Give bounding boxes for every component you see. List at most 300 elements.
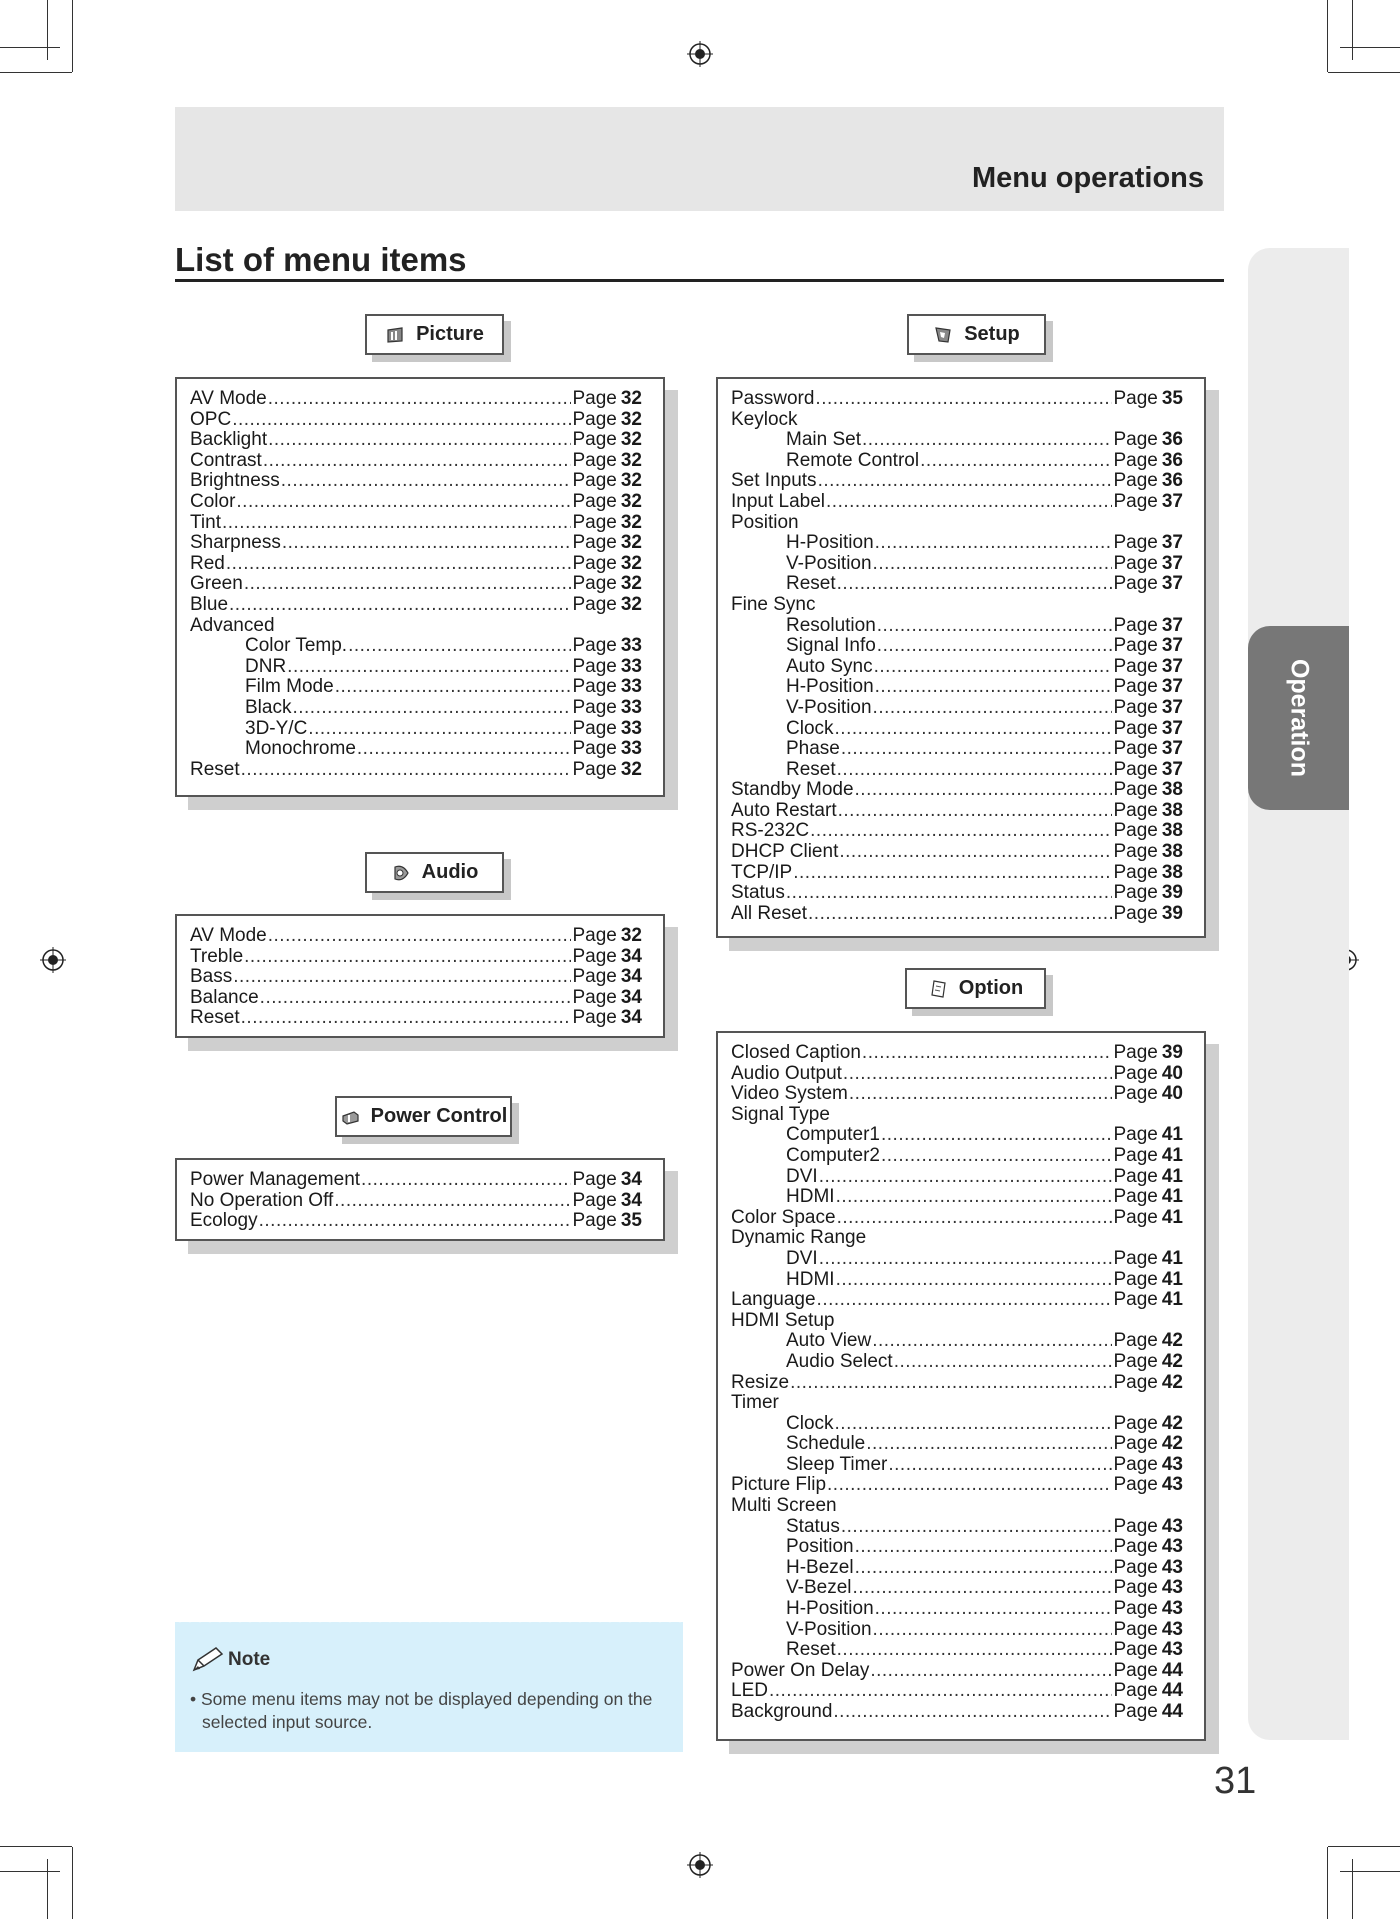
page-word: Page bbox=[1113, 759, 1158, 780]
dot-leader bbox=[836, 1187, 1113, 1208]
dot-leader bbox=[827, 1475, 1112, 1496]
menu-item bbox=[731, 430, 1183, 451]
dot-leader bbox=[849, 1084, 1113, 1105]
dot-leader bbox=[866, 1434, 1112, 1455]
menu-item-label: Color Temp. bbox=[245, 636, 348, 657]
page-reference: 37 bbox=[1161, 718, 1183, 739]
menu-item-label: HDMI Setup bbox=[731, 1310, 835, 1331]
menu-item bbox=[190, 430, 642, 451]
picture-menu-list bbox=[175, 377, 665, 797]
dot-leader bbox=[232, 410, 571, 431]
menu-item bbox=[731, 1270, 1183, 1291]
page-reference: 32 bbox=[620, 759, 642, 780]
dot-leader bbox=[852, 1578, 1112, 1599]
menu-item bbox=[190, 967, 642, 988]
page-reference: 32 bbox=[620, 471, 642, 492]
menu-item-label: Tint bbox=[190, 512, 221, 533]
page-word: Page bbox=[1113, 1454, 1158, 1475]
dot-leader bbox=[841, 1517, 1113, 1538]
dot-leader bbox=[855, 1537, 1113, 1558]
menu-item-label: Monochrome bbox=[245, 739, 356, 760]
menu-item-label: Multi Screen bbox=[731, 1496, 837, 1517]
menu-item-label: Brightness bbox=[190, 471, 280, 492]
page-word: Page bbox=[1113, 1372, 1158, 1393]
dot-leader bbox=[874, 657, 1113, 678]
page-word: Page bbox=[1113, 1290, 1158, 1311]
menu-item bbox=[190, 389, 642, 410]
dot-leader bbox=[818, 471, 1113, 492]
dot-leader bbox=[268, 926, 572, 947]
page-word: Page bbox=[1113, 656, 1158, 677]
audio-heading-label: Audio bbox=[421, 861, 479, 883]
menu-item-label: V-Bezel bbox=[786, 1578, 852, 1599]
menu-item-label: V-Position bbox=[786, 1619, 872, 1640]
picture-heading bbox=[365, 314, 504, 355]
page-reference: 32 bbox=[620, 926, 642, 946]
page-number: 31 bbox=[1214, 1760, 1257, 1802]
page-reference: 34 bbox=[620, 1190, 642, 1211]
menu-item bbox=[731, 821, 1183, 842]
menu-item-label: Red bbox=[190, 553, 225, 574]
menu-item-label: H-Bezel bbox=[786, 1557, 854, 1578]
page-reference: 33 bbox=[620, 697, 642, 718]
menu-item bbox=[731, 1434, 1183, 1455]
dot-leader bbox=[837, 574, 1113, 595]
dot-leader bbox=[348, 636, 571, 657]
menu-item-label: Power Management bbox=[190, 1170, 361, 1190]
dot-leader bbox=[826, 492, 1112, 513]
menu-item-label: H-Position bbox=[786, 677, 874, 698]
menu-item-label: AV Mode bbox=[190, 926, 267, 946]
page-reference: 38 bbox=[1161, 821, 1183, 842]
menu-item-label: Resize bbox=[731, 1372, 790, 1393]
power-control-icon bbox=[340, 1106, 362, 1128]
page-reference: 36 bbox=[1161, 471, 1183, 492]
menu-item-label: Fine Sync bbox=[731, 594, 816, 615]
dot-leader bbox=[769, 1681, 1113, 1702]
menu-item bbox=[731, 1414, 1183, 1435]
dot-leader bbox=[241, 760, 572, 781]
dot-leader bbox=[843, 1064, 1113, 1085]
page-reference: 34 bbox=[620, 1008, 642, 1029]
page-word: Page bbox=[572, 967, 617, 988]
menu-item-label: Computer1 bbox=[786, 1125, 880, 1146]
dot-leader bbox=[839, 842, 1112, 863]
menu-item bbox=[731, 1084, 1183, 1105]
menu-item-label: LED bbox=[731, 1681, 768, 1702]
page-reference: 33 bbox=[620, 739, 642, 760]
menu-item bbox=[731, 1475, 1183, 1496]
menu-item-label: Auto View bbox=[786, 1331, 872, 1352]
page-reference: 37 bbox=[1161, 491, 1183, 512]
setup-icon bbox=[933, 324, 955, 346]
menu-item bbox=[731, 739, 1183, 760]
page-reference: 32 bbox=[620, 491, 642, 512]
menu-item-label: DHCP Client bbox=[731, 842, 839, 863]
page-word: Page bbox=[1113, 553, 1158, 574]
page-reference: 38 bbox=[1161, 842, 1183, 863]
menu-item-label: DNR bbox=[245, 656, 287, 677]
page-reference: 34 bbox=[620, 967, 642, 988]
page-reference: 32 bbox=[620, 553, 642, 574]
menu-item bbox=[731, 1661, 1183, 1682]
page-reference: 35 bbox=[1161, 389, 1183, 409]
menu-item-label: AV Mode bbox=[190, 389, 267, 409]
menu-item-label: DVI bbox=[786, 1166, 818, 1187]
page-word: Page bbox=[572, 574, 617, 595]
menu-item-label: Computer2 bbox=[786, 1145, 880, 1166]
dot-leader bbox=[819, 1167, 1113, 1188]
menu-item-label: DVI bbox=[786, 1248, 818, 1269]
page-word: Page bbox=[1113, 1043, 1158, 1063]
menu-item bbox=[731, 1208, 1183, 1229]
dot-leader bbox=[244, 574, 572, 595]
dot-leader bbox=[790, 1373, 1112, 1394]
menu-item bbox=[190, 595, 642, 616]
page-reference: 41 bbox=[1161, 1248, 1183, 1269]
menu-item-label: TCP/IP bbox=[731, 862, 793, 883]
page-reference: 34 bbox=[620, 1170, 642, 1190]
dot-leader bbox=[837, 760, 1113, 781]
page-reference: 41 bbox=[1161, 1290, 1183, 1311]
menu-item-label: Timer bbox=[731, 1393, 779, 1414]
setup-menu-list bbox=[716, 377, 1206, 938]
menu-item-label: Schedule bbox=[786, 1434, 866, 1455]
page-word: Page bbox=[1113, 1063, 1158, 1084]
page-reference: 43 bbox=[1161, 1557, 1183, 1578]
option-heading-label: Option bbox=[958, 977, 1024, 999]
page-reference: 38 bbox=[1161, 800, 1183, 821]
page-word: Page bbox=[1113, 1187, 1158, 1208]
menu-item-label: Auto Restart bbox=[731, 800, 837, 821]
page-reference: 33 bbox=[620, 636, 642, 657]
page-word: Page bbox=[572, 739, 617, 760]
menu-item-label: Advanced bbox=[190, 615, 275, 636]
menu-item bbox=[190, 677, 642, 698]
page-word: Page bbox=[1113, 677, 1158, 698]
menu-item-label: Reset bbox=[190, 1008, 240, 1029]
menu-item-label: Set Inputs bbox=[731, 471, 817, 492]
menu-item-label: Treble bbox=[190, 946, 244, 967]
menu-item bbox=[731, 1537, 1183, 1558]
menu-item bbox=[731, 492, 1183, 513]
page-word: Page bbox=[1113, 1516, 1158, 1537]
audio-heading bbox=[365, 852, 504, 893]
dot-leader bbox=[281, 471, 572, 492]
note-heading bbox=[190, 1644, 270, 1676]
page-word: Page bbox=[572, 926, 617, 946]
dot-leader bbox=[244, 947, 571, 968]
page-word: Page bbox=[1113, 697, 1158, 718]
dot-leader bbox=[836, 1270, 1113, 1291]
page-reference: 32 bbox=[620, 450, 642, 471]
page-reference: 32 bbox=[620, 512, 642, 533]
menu-item bbox=[190, 698, 642, 719]
page-reference: 37 bbox=[1161, 533, 1183, 554]
menu-item bbox=[190, 657, 642, 678]
page-word: Page bbox=[572, 718, 617, 739]
audio-menu-list bbox=[175, 914, 665, 1038]
menu-item bbox=[731, 1455, 1183, 1476]
dot-leader bbox=[308, 719, 571, 740]
page-word: Page bbox=[1113, 1702, 1158, 1722]
page-word: Page bbox=[572, 1190, 617, 1211]
page-word: Page bbox=[1113, 1413, 1158, 1434]
menu-item-label: No Operation Off bbox=[190, 1190, 334, 1211]
menu-item bbox=[190, 760, 642, 781]
menu-item bbox=[731, 574, 1183, 595]
page-word: Page bbox=[572, 636, 617, 657]
menu-item-label: Signal Info bbox=[786, 636, 876, 657]
menu-item-label: Reset bbox=[786, 759, 836, 780]
menu-item bbox=[731, 863, 1183, 884]
page-reference: 32 bbox=[620, 574, 642, 595]
page-word: Page bbox=[572, 450, 617, 471]
dot-leader bbox=[873, 554, 1113, 575]
dot-leader bbox=[268, 389, 572, 410]
page-reference: 41 bbox=[1161, 1207, 1183, 1228]
page-reference: 44 bbox=[1161, 1681, 1183, 1702]
page-reference: 37 bbox=[1161, 636, 1183, 657]
menu-item-label: Resolution bbox=[786, 615, 876, 636]
page-word: Page bbox=[1113, 718, 1158, 739]
menu-item bbox=[731, 1331, 1183, 1352]
menu-item-label: Audio Select bbox=[786, 1351, 893, 1372]
page-word: Page bbox=[1113, 1084, 1158, 1105]
menu-item-label: Film Mode bbox=[245, 677, 334, 698]
dot-leader bbox=[292, 698, 571, 719]
dot-leader bbox=[835, 1414, 1113, 1435]
dot-leader bbox=[877, 636, 1113, 657]
page-word: Page bbox=[1113, 1599, 1158, 1620]
dot-leader bbox=[808, 904, 1112, 925]
page-reference: 41 bbox=[1161, 1166, 1183, 1187]
dot-leader bbox=[855, 1558, 1113, 1579]
page-reference: 34 bbox=[620, 946, 642, 967]
page-word: Page bbox=[572, 1008, 617, 1029]
menu-item-label: Dynamic Range bbox=[731, 1228, 867, 1249]
page-word: Page bbox=[1113, 1145, 1158, 1166]
dot-leader bbox=[862, 430, 1113, 451]
menu-item-label: HDMI bbox=[786, 1187, 835, 1208]
menu-item-label: Phase bbox=[786, 739, 840, 760]
menu-item bbox=[731, 1043, 1183, 1064]
menu-item-label: Status bbox=[786, 1516, 840, 1537]
dot-leader bbox=[873, 698, 1113, 719]
page-word: Page bbox=[1113, 1125, 1158, 1146]
menu-item bbox=[731, 1290, 1183, 1311]
page-reference: 43 bbox=[1161, 1454, 1183, 1475]
page-reference: 41 bbox=[1161, 1125, 1183, 1146]
dot-leader bbox=[361, 1170, 571, 1191]
menu-item bbox=[731, 1496, 1183, 1517]
menu-item bbox=[190, 1211, 642, 1232]
dot-leader bbox=[837, 1640, 1113, 1661]
page-word: Page bbox=[572, 656, 617, 677]
menu-item-label: Balance bbox=[190, 987, 259, 1008]
page-reference: 43 bbox=[1161, 1640, 1183, 1661]
page-word: Page bbox=[1113, 821, 1158, 842]
menu-item-label: Ecology bbox=[190, 1211, 258, 1232]
menu-item-label: Color Space bbox=[731, 1207, 836, 1228]
dot-leader bbox=[263, 451, 572, 472]
registration-mark-icon bbox=[40, 947, 66, 973]
page-word: Page bbox=[1113, 862, 1158, 883]
menu-item bbox=[731, 801, 1183, 822]
menu-item bbox=[190, 926, 642, 947]
menu-item bbox=[731, 1187, 1183, 1208]
menu-item-label: RS-232C bbox=[731, 821, 810, 842]
menu-item bbox=[731, 554, 1183, 575]
menu-item bbox=[731, 616, 1183, 637]
page-reference: 42 bbox=[1161, 1351, 1183, 1372]
title-rule bbox=[175, 279, 1224, 282]
page-reference: 39 bbox=[1161, 903, 1183, 924]
menu-item bbox=[731, 842, 1183, 863]
dot-leader bbox=[841, 739, 1113, 760]
power-control-heading-label: Power Control bbox=[370, 1105, 508, 1127]
page-word: Page bbox=[572, 533, 617, 554]
menu-item-label: V-Position bbox=[786, 553, 872, 574]
menu-item bbox=[731, 698, 1183, 719]
page-reference: 37 bbox=[1161, 677, 1183, 698]
menu-item bbox=[190, 739, 642, 760]
menu-item-label: Closed Caption bbox=[731, 1043, 861, 1063]
menu-item-label: Backlight bbox=[190, 430, 268, 451]
page-reference: 32 bbox=[620, 389, 642, 409]
menu-item bbox=[731, 760, 1183, 781]
menu-item-label: Language bbox=[731, 1290, 816, 1311]
page-reference: 33 bbox=[620, 656, 642, 677]
page-reference: 37 bbox=[1161, 739, 1183, 760]
menu-item bbox=[190, 616, 642, 637]
page-reference: 37 bbox=[1161, 697, 1183, 718]
menu-item bbox=[731, 780, 1183, 801]
page-reference: 43 bbox=[1161, 1578, 1183, 1599]
menu-item bbox=[731, 1125, 1183, 1146]
menu-item bbox=[731, 719, 1183, 740]
page-word: Page bbox=[1113, 574, 1158, 595]
picture-icon bbox=[385, 324, 407, 346]
page-reference: 33 bbox=[620, 677, 642, 698]
menu-item bbox=[731, 1517, 1183, 1538]
menu-item bbox=[731, 595, 1183, 616]
page-reference: 44 bbox=[1161, 1702, 1183, 1722]
header-title: Menu operations bbox=[971, 162, 1204, 194]
menu-item-label: All Reset bbox=[731, 903, 808, 924]
menu-item-label: Color bbox=[190, 491, 236, 512]
page-reference: 42 bbox=[1161, 1434, 1183, 1455]
registration-mark-icon bbox=[687, 1852, 713, 1878]
page-word: Page bbox=[1113, 1248, 1158, 1269]
menu-item bbox=[190, 451, 642, 472]
menu-item bbox=[190, 471, 642, 492]
page-word: Page bbox=[572, 1170, 617, 1190]
page-reference: 41 bbox=[1161, 1187, 1183, 1208]
menu-item-label: Status bbox=[731, 883, 785, 904]
menu-item bbox=[190, 574, 642, 595]
page-reference: 33 bbox=[620, 718, 642, 739]
side-tab-label: Operation bbox=[1285, 658, 1313, 778]
page-word: Page bbox=[572, 759, 617, 780]
dot-leader bbox=[260, 988, 572, 1009]
page-word: Page bbox=[1113, 1640, 1158, 1661]
menu-item bbox=[731, 389, 1183, 410]
note-heading-label: Note bbox=[228, 1649, 271, 1670]
note-scallop bbox=[175, 1618, 683, 1628]
menu-item bbox=[190, 1170, 642, 1191]
menu-item-label: Sharpness bbox=[190, 533, 281, 554]
dot-leader bbox=[862, 1043, 1113, 1064]
menu-item bbox=[190, 410, 642, 431]
menu-item-label: Clock bbox=[786, 1413, 834, 1434]
menu-item bbox=[731, 1620, 1183, 1641]
dot-leader bbox=[287, 657, 571, 678]
dot-leader bbox=[870, 1661, 1112, 1682]
dot-leader bbox=[894, 1352, 1113, 1373]
menu-item bbox=[731, 410, 1183, 431]
dot-leader bbox=[835, 719, 1113, 740]
page-word: Page bbox=[1113, 1331, 1158, 1352]
dot-leader bbox=[837, 1208, 1113, 1229]
dot-leader bbox=[233, 967, 571, 988]
page-word: Page bbox=[1113, 430, 1158, 451]
page-word: Page bbox=[1113, 903, 1158, 924]
menu-item-label: Picture Flip bbox=[731, 1475, 827, 1496]
menu-item bbox=[731, 1167, 1183, 1188]
menu-item-label: V-Position bbox=[786, 697, 872, 718]
page-reference: 43 bbox=[1161, 1599, 1183, 1620]
page-word: Page bbox=[572, 430, 617, 451]
menu-item bbox=[731, 1249, 1183, 1270]
menu-item bbox=[731, 1373, 1183, 1394]
menu-item bbox=[190, 533, 642, 554]
page-word: Page bbox=[572, 409, 617, 430]
page-word: Page bbox=[572, 471, 617, 492]
side-tab-background bbox=[1248, 248, 1349, 1740]
menu-item-label: Contrast bbox=[190, 450, 262, 471]
menu-item bbox=[190, 947, 642, 968]
menu-item bbox=[731, 1393, 1183, 1414]
page-word: Page bbox=[1113, 1351, 1158, 1372]
dot-leader bbox=[819, 1249, 1113, 1270]
page-reference: 40 bbox=[1161, 1063, 1183, 1084]
dot-leader bbox=[833, 1702, 1112, 1723]
menu-item-label: Signal Type bbox=[731, 1104, 830, 1125]
dot-leader bbox=[229, 595, 571, 616]
page-word: Page bbox=[1113, 533, 1158, 554]
page-reference: 41 bbox=[1161, 1145, 1183, 1166]
menu-item bbox=[731, 451, 1183, 472]
page-reference: 41 bbox=[1161, 1269, 1183, 1290]
menu-item bbox=[731, 1640, 1183, 1661]
dot-leader bbox=[875, 533, 1113, 554]
page-word: Page bbox=[572, 553, 617, 574]
page-reference: 37 bbox=[1161, 553, 1183, 574]
dot-leader bbox=[888, 1455, 1112, 1476]
menu-item bbox=[731, 883, 1183, 904]
menu-item bbox=[190, 513, 642, 534]
dot-leader bbox=[875, 677, 1113, 698]
page-word: Page bbox=[1113, 1578, 1158, 1599]
page-title: List of menu items bbox=[175, 241, 467, 278]
power-control-menu-list bbox=[175, 1158, 665, 1241]
page-word: Page bbox=[1113, 636, 1158, 657]
page-word: Page bbox=[572, 987, 617, 1008]
menu-item-label: Power On Delay bbox=[731, 1660, 870, 1681]
dot-leader bbox=[268, 430, 571, 451]
page-word: Page bbox=[1113, 1207, 1158, 1228]
